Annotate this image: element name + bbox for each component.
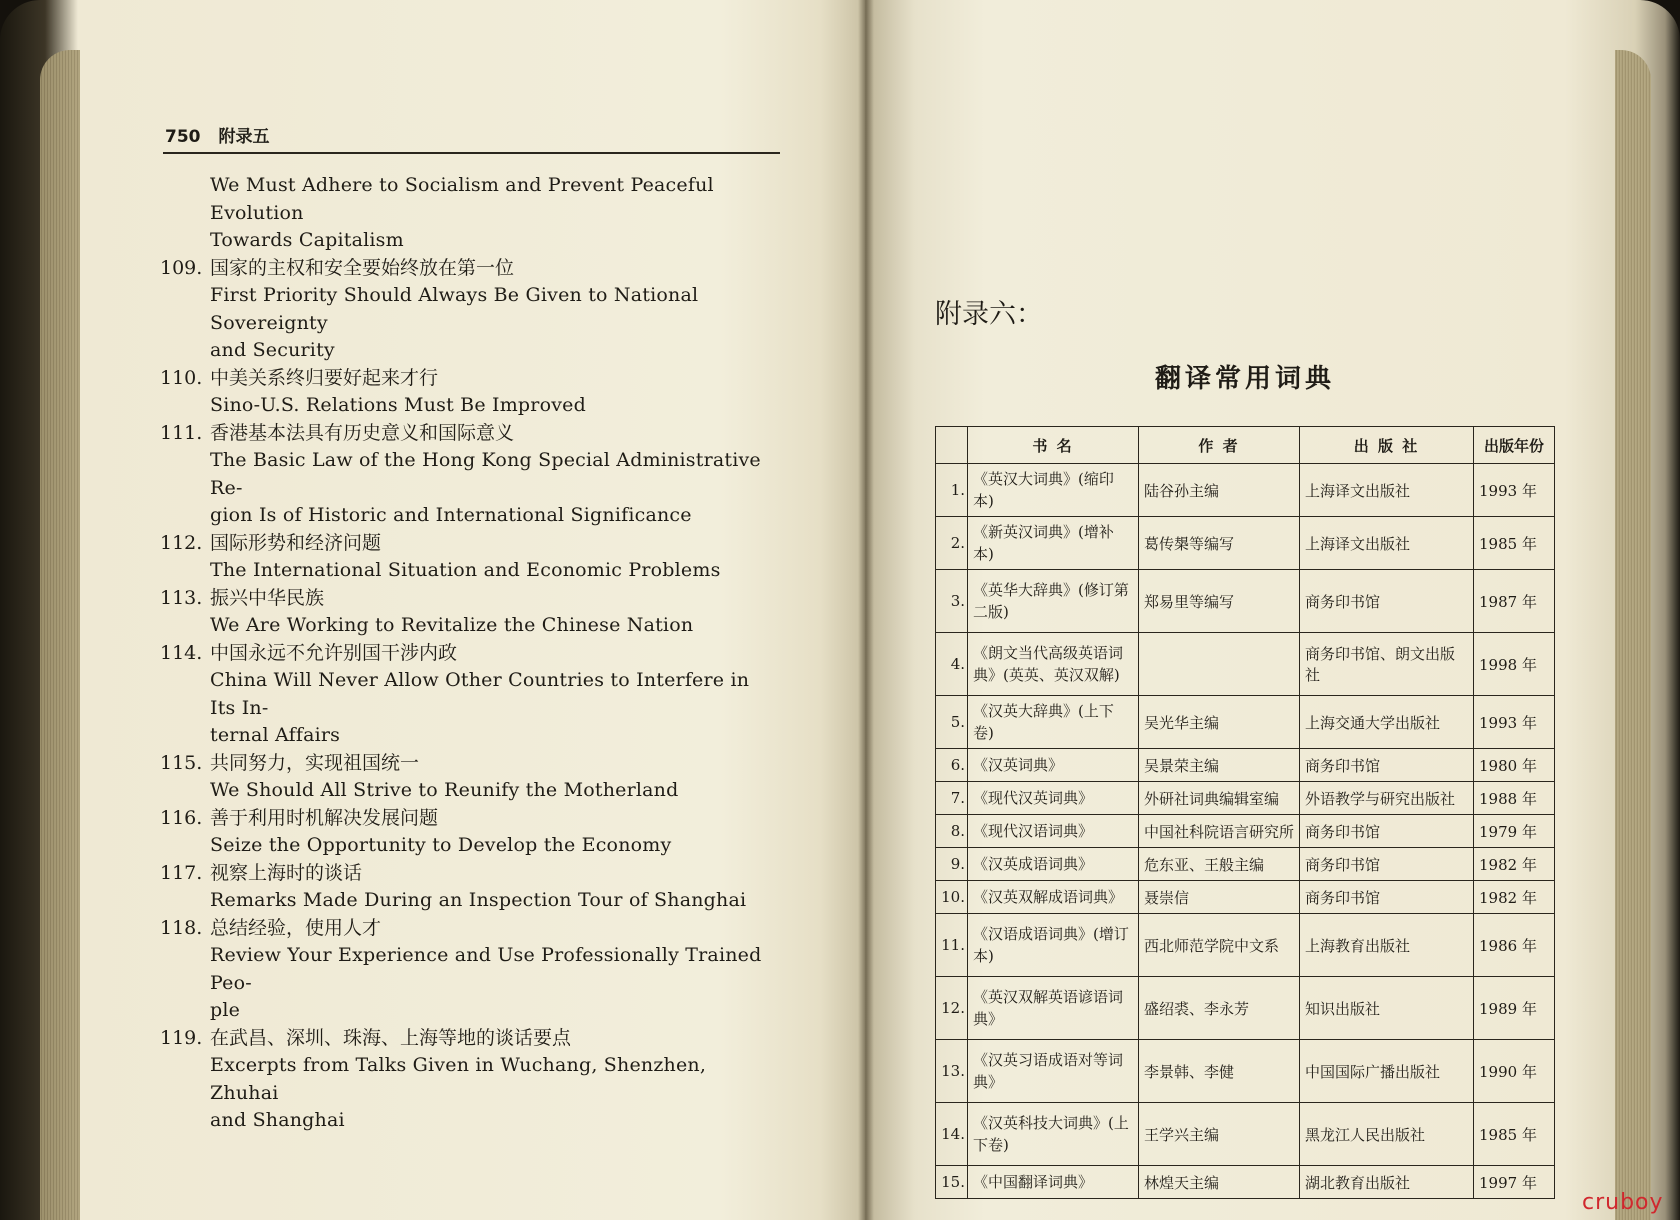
author-cell: 吴景荣主编	[1139, 749, 1300, 782]
entry-number: 110.	[160, 366, 203, 389]
row-number-cell: 15.	[936, 1166, 968, 1199]
entry-number: 115.	[160, 751, 203, 774]
entry-chinese-text: 国际形势和经济问题	[210, 531, 382, 554]
publisher-cell: 商务印书馆	[1300, 570, 1474, 633]
book-title-cell: 《现代汉语词典》	[968, 815, 1139, 848]
page-edge-left	[40, 50, 80, 1220]
book-title-cell: 《英华大辞典》(修订第二版)	[968, 570, 1139, 633]
year-cell: 1989 年	[1474, 977, 1555, 1040]
table-row	[936, 848, 1555, 881]
section-title: 附录五	[218, 127, 270, 147]
list-item	[160, 640, 780, 750]
row-number-cell: 1.	[936, 464, 968, 517]
header-rule	[163, 152, 780, 154]
author-cell: 郑易里等编写	[1139, 570, 1300, 633]
author-cell: 林煌天主编	[1139, 1166, 1300, 1199]
entry-chinese-title	[160, 255, 780, 283]
entry-chinese-text: 国家的主权和安全要始终放在第一位	[210, 256, 515, 279]
entry-english-line: Excerpts from Talks Given in Wuchang, Shenzhen, Zhuhai	[210, 1054, 707, 1104]
entry-chinese-title	[160, 915, 780, 943]
entry-english-line: We Should All Strive to Reunify the Motherland	[210, 779, 679, 801]
entry-english-line: Review Your Experience and Use Professionally Trained Peo-	[210, 944, 762, 994]
list-item	[160, 750, 780, 805]
appendix-label: 附录六：	[935, 299, 1043, 330]
entry-english-line: Sino-U.S. Relations Must Be Improved	[210, 394, 586, 416]
publisher-cell: 湖北教育出版社	[1300, 1166, 1474, 1199]
page-number: 750	[165, 127, 201, 147]
year-cell: 1993 年	[1474, 464, 1555, 517]
row-number-cell: 4.	[936, 633, 968, 696]
table-row	[936, 815, 1555, 848]
book-title-cell: 《现代汉英词典》	[968, 782, 1139, 815]
list-item	[160, 805, 780, 860]
author-cell: 聂崇信	[1139, 881, 1300, 914]
entry-english-line: Seize the Opportunity to Develop the Economy	[210, 834, 672, 856]
publisher-cell: 商务印书馆	[1300, 815, 1474, 848]
table-header-row	[936, 427, 1555, 464]
publisher-cell: 商务印书馆	[1300, 881, 1474, 914]
entry-number: 118.	[160, 916, 203, 939]
table-row	[936, 570, 1555, 633]
table-row	[936, 517, 1555, 570]
column-header-year: 出版年份	[1474, 427, 1555, 464]
entry-number: 111.	[160, 421, 203, 444]
year-cell: 1998 年	[1474, 633, 1555, 696]
entry-chinese-title	[160, 640, 780, 668]
book-title-cell: 《汉英成语词典》	[968, 848, 1139, 881]
row-number-cell: 6.	[936, 749, 968, 782]
row-number-cell: 8.	[936, 815, 968, 848]
row-number-cell: 14.	[936, 1103, 968, 1166]
list-item	[160, 915, 780, 1025]
entry-english-line: First Priority Should Always Be Given to National Sovereignty	[210, 284, 699, 334]
entry-chinese-text: 在武昌、深圳、珠海、上海等地的谈话要点	[210, 1026, 572, 1049]
publisher-cell: 黑龙江人民出版社	[1300, 1103, 1474, 1166]
row-number-cell: 12.	[936, 977, 968, 1040]
table-row	[936, 977, 1555, 1040]
book-title-cell: 《汉英大辞典》(上下卷)	[968, 696, 1139, 749]
year-cell: 1988 年	[1474, 782, 1555, 815]
entry-number: 114.	[160, 641, 203, 664]
book-title-cell: 《新英汉词典》(增补本)	[968, 517, 1139, 570]
table-row	[936, 1103, 1555, 1166]
publisher-cell: 上海译文出版社	[1300, 464, 1474, 517]
row-number-cell: 10.	[936, 881, 968, 914]
row-number-cell: 2.	[936, 517, 968, 570]
table-row	[936, 696, 1555, 749]
year-cell: 1982 年	[1474, 881, 1555, 914]
list-item	[160, 860, 780, 915]
author-cell: 吴光华主编	[1139, 696, 1300, 749]
entry-number: 113.	[160, 586, 203, 609]
column-header-number	[936, 427, 968, 464]
year-cell: 1985 年	[1474, 517, 1555, 570]
year-cell: 1990 年	[1474, 1040, 1555, 1103]
list-item	[160, 365, 780, 420]
entry-english-line: Towards Capitalism	[210, 229, 404, 251]
book-title-cell: 《汉英习语成语对等词典》	[968, 1040, 1139, 1103]
author-cell: 中国社科院语言研究所	[1139, 815, 1300, 848]
author-cell: 危东亚、王般主编	[1139, 848, 1300, 881]
entry-number: 112.	[160, 531, 203, 554]
row-number-cell: 13.	[936, 1040, 968, 1103]
entry-number: 116.	[160, 806, 203, 829]
column-header-publisher: 出 版 社	[1300, 427, 1474, 464]
publisher-cell: 上海译文出版社	[1300, 517, 1474, 570]
table-body	[936, 464, 1555, 1199]
entry-chinese-text: 共同努力，实现祖国统一	[210, 751, 420, 774]
table-row	[936, 1166, 1555, 1199]
entry-chinese-title	[160, 805, 780, 833]
book-title-cell: 《汉英科技大词典》(上下卷)	[968, 1103, 1139, 1166]
entry-chinese-text: 视察上海时的谈话	[210, 861, 363, 884]
list-item	[160, 172, 780, 255]
publisher-cell: 上海交通大学出版社	[1300, 696, 1474, 749]
author-cell	[1139, 633, 1300, 696]
row-number-cell: 7.	[936, 782, 968, 815]
entry-list	[160, 172, 780, 1135]
table-row	[936, 782, 1555, 815]
author-cell: 外研社词典编辑室编	[1139, 782, 1300, 815]
table-row	[936, 1040, 1555, 1103]
table-row	[936, 464, 1555, 517]
entry-number: 119.	[160, 1026, 203, 1049]
list-item	[160, 255, 780, 365]
dictionary-table	[935, 426, 1555, 1199]
year-cell: 1982 年	[1474, 848, 1555, 881]
entry-chinese-text: 中美关系终归要好起来才行	[210, 366, 439, 389]
entry-chinese-text: 总结经验，使用人才	[210, 916, 382, 939]
publisher-cell: 商务印书馆	[1300, 749, 1474, 782]
list-item	[160, 530, 780, 585]
entry-number: 109.	[160, 256, 203, 279]
row-number-cell: 9.	[936, 848, 968, 881]
entry-english-line: ternal Affairs	[210, 724, 341, 746]
publisher-cell: 上海教育出版社	[1300, 914, 1474, 977]
list-item	[160, 420, 780, 530]
entry-chinese-title	[160, 530, 780, 558]
year-cell: 1997 年	[1474, 1166, 1555, 1199]
entry-english-line: We Must Adhere to Socialism and Prevent Peaceful Evolution	[210, 174, 714, 224]
author-cell: 西北师范学院中文系	[1139, 914, 1300, 977]
year-cell: 1980 年	[1474, 749, 1555, 782]
year-cell: 1986 年	[1474, 914, 1555, 977]
running-header	[165, 122, 777, 147]
author-cell: 王学兴主编	[1139, 1103, 1300, 1166]
author-cell: 陆谷孙主编	[1139, 464, 1300, 517]
entry-chinese-text: 善于利用时机解决发展问题	[210, 806, 439, 829]
entry-english-line: and Security	[210, 339, 335, 361]
entry-chinese-title	[160, 750, 780, 778]
publisher-cell: 中国国际广播出版社	[1300, 1040, 1474, 1103]
entry-english-line: Remarks Made During an Inspection Tour of Shanghai	[210, 889, 747, 911]
author-cell: 盛绍裘、李永芳	[1139, 977, 1300, 1040]
book-title-cell: 《英汉双解英语谚语词典》	[968, 977, 1139, 1040]
author-cell: 李景韩、李健	[1139, 1040, 1300, 1103]
entry-chinese-title	[160, 1025, 780, 1053]
author-cell: 葛传槼等编写	[1139, 517, 1300, 570]
entry-number: 117.	[160, 861, 203, 884]
year-cell: 1979 年	[1474, 815, 1555, 848]
entry-english-line: We Are Working to Revitalize the Chinese Nation	[210, 614, 694, 636]
row-number-cell: 5.	[936, 696, 968, 749]
entry-chinese-title	[160, 365, 780, 393]
entry-chinese-text: 振兴中华民族	[210, 586, 325, 609]
table-row	[936, 749, 1555, 782]
entry-english-line: and Shanghai	[210, 1109, 345, 1131]
column-header-author: 作 者	[1139, 427, 1300, 464]
year-cell: 1987 年	[1474, 570, 1555, 633]
column-header-title: 书 名	[968, 427, 1139, 464]
entry-english-line: China Will Never Allow Other Countries to Interfere in Its In-	[210, 669, 750, 719]
book-title-cell: 《汉语成语词典》(增订本)	[968, 914, 1139, 977]
table-row	[936, 881, 1555, 914]
row-number-cell: 3.	[936, 570, 968, 633]
watermark: cruboy	[1582, 1190, 1664, 1215]
entry-chinese-title	[160, 860, 780, 888]
row-number-cell: 11.	[936, 914, 968, 977]
page-edge-right	[1615, 50, 1651, 1220]
year-cell: 1993 年	[1474, 696, 1555, 749]
entry-chinese-title	[160, 420, 780, 448]
publisher-cell: 商务印书馆	[1300, 848, 1474, 881]
publisher-cell: 商务印书馆、朗文出版社	[1300, 633, 1474, 696]
publisher-cell: 知识出版社	[1300, 977, 1474, 1040]
table-row	[936, 914, 1555, 977]
entry-english-line: The International Situation and Economic Problems	[210, 559, 721, 581]
entry-english-line: gion Is of Historic and International Significance	[210, 504, 692, 526]
book-gutter	[858, 0, 874, 1220]
table-row	[936, 633, 1555, 696]
book-title-cell: 《朗文当代高级英语词典》(英英、英汉双解)	[968, 633, 1139, 696]
book-title-cell: 《汉英双解成语词典》	[968, 881, 1139, 914]
year-cell: 1985 年	[1474, 1103, 1555, 1166]
table-title: 翻译常用词典	[1154, 364, 1335, 394]
book-title-cell: 《英汉大词典》(缩印本)	[968, 464, 1139, 517]
entry-chinese-text: 香港基本法具有历史意义和国际意义	[210, 421, 515, 444]
entry-english-line: ple	[210, 999, 241, 1021]
entry-english-line: The Basic Law of the Hong Kong Special Administrative Re-	[210, 449, 761, 499]
entry-chinese-text: 中国永远不允许别国干涉内政	[210, 641, 458, 664]
entry-chinese-title	[160, 585, 780, 613]
book-title-cell: 《中国翻译词典》	[968, 1166, 1139, 1199]
publisher-cell: 外语教学与研究出版社	[1300, 782, 1474, 815]
book-title-cell: 《汉英词典》	[968, 749, 1139, 782]
list-item	[160, 1025, 780, 1135]
list-item	[160, 585, 780, 640]
